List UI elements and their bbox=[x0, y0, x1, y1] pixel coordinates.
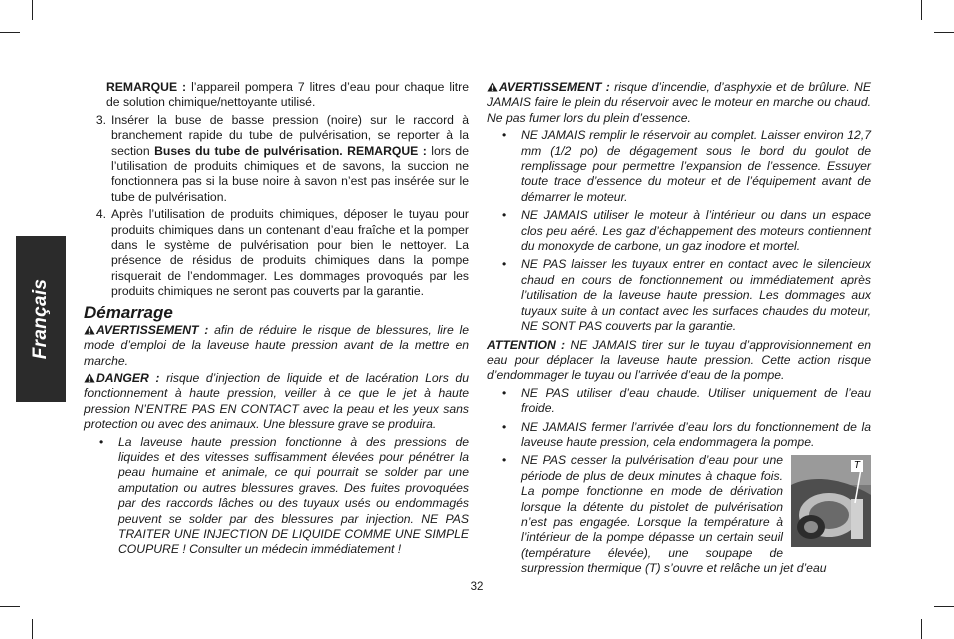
figure-callout-label: T bbox=[851, 460, 863, 472]
warning-triangle-icon bbox=[84, 373, 95, 383]
pump-relief-valve-figure bbox=[791, 455, 871, 547]
language-tab-label: Français bbox=[30, 278, 51, 360]
bullet-item: • NE PAS utiliser d’eau chaude. Utiliser uniquement de l’eau froide. bbox=[501, 385, 871, 416]
bullet-item: • NE JAMAIS fermer l’arrivée d’eau lors du fonctionnement de la laveuse haute pression, cela endommagera la pompe. bbox=[501, 419, 871, 449]
warning-triangle-icon bbox=[487, 82, 498, 92]
crop-mark bbox=[32, 619, 33, 639]
remarque-paragraph: REMARQUE : l’appareil pompera 7 litres d’eau pour chaque litre de solution chimique/nettoyante utilisé. bbox=[106, 80, 469, 110]
bullet-item: • NE JAMAIS utiliser le moteur à l’intérieur ou dans un espace clos peu aéré. Les gaz d’échappement des moteurs contiennent du monoxyde de carbone, un gaz inodore et mortel. bbox=[501, 208, 871, 254]
danger-paragraph: DANGER : risque d’injection de liquide et de lacération Lors du fonctionnement à haute pression, veiller à ce que le jet à haute pression N’ENTRE PAS EN CONTACT avec la peau et les yeux sans protection ou avec des animaux. Une blessure grave se produira. bbox=[84, 370, 469, 432]
crop-mark bbox=[921, 619, 922, 639]
crop-mark bbox=[934, 606, 954, 607]
step-3: 3. Insérer la buse de basse pression (noire) sur le raccord à branchement rapide du tube de pulvérisation, se reporter à la section Buses du tube de pulvérisation. REMARQUE : lors de l’utilisation de produits chimiques et de savons, la succion ne fonctionnera pas si la buse noire à savon n’est pas insérée sur le tube de pulvérisation. bbox=[95, 112, 469, 204]
bullet-item: • La laveuse haute pression fonctionne à des pressions de liquides et des vitesses suffisamment élevées pour pénétrer la peau humaine et animale, ce qui pourrait se solder par une amputation ou autres blessures graves. Des fuites provoquées par des raccords lâches ou des tuyaux usés ou endommagés peuvent se solder par des blessures par injection. NE PAS TRAITER UNE INJECTION DE LIQUIDE COMME UNE SIMPLE COUPURE ! Consulter un médecin immédiatement ! bbox=[98, 434, 469, 557]
attention-paragraph: ATTENTION : NE JAMAIS tirer sur le tuyau d’approvisionnement en eau pour déplacer la laveuse haute pression. Cette action risque d’endommager le tuyau ou l’arrivée d’eau de la pompe. bbox=[487, 337, 872, 383]
warning-paragraph: AVERTISSEMENT : risque d’incendie, d’asphyxie et de brûlure. NE JAMAIS faire le plein du réservoir avec le moteur en marche ou chaud. Ne pas fumer lors du plein d’essence. bbox=[487, 80, 871, 125]
crop-mark bbox=[0, 32, 20, 33]
section-heading: Démarrage bbox=[84, 302, 173, 322]
warning-triangle-icon bbox=[84, 325, 95, 335]
warning-paragraph: AVERTISSEMENT : afin de réduire le risque de blessures, lire le mode d’emploi de la laveuse haute pression avant de la mettre en marche. bbox=[84, 322, 469, 368]
right-column bbox=[487, 80, 871, 580]
left-column bbox=[84, 80, 469, 561]
crop-mark bbox=[934, 32, 954, 33]
bullet-item: • T NE PAS cesser la pulvérisation d’eau pour une période de plus de deux minutes à chaque fois. La pompe fonctionne en mode de dérivation lorsque la détente du pistolet de pulvérisation n’est pas engagée. Lorsque la température à l’intérieur de la pompe dépasse un certain seuil (température élevée), une soupape de surpression thermique (T) s’ouvre et relâche un jet d’eau bbox=[487, 453, 871, 576]
crop-mark bbox=[921, 0, 922, 20]
step-4: 4. Après l’utilisation de produits chimiques, déposer le tuyau pour produits chimiques dans un contenant d’eau fraîche et la pomper dans le système de pulvérisation pour bien le nettoyer. La présence de résidus de produits chimiques dans la pompe risquerait de l’endommager. Les dommages provoqués par les produits chimiques ne seront pas couverts par la garantie. bbox=[95, 207, 469, 299]
bullet-item: • NE JAMAIS remplir le réservoir au complet. Laisser environ 12,7 mm (1/2 po) de dégagement sous le bord du goulot de remplissage pour permettre l’expansion de l’essence. Essuyer toute trace d’essence du moteur et de l’équipement avant de démarrer le moteur. bbox=[501, 128, 871, 204]
crop-mark bbox=[0, 606, 20, 607]
bullet-item: • NE PAS laisser les tuyaux entrer en contact avec le silencieux chaud en cours de fonctionnement ou immédiatement après l’utilisation de la laveuse haute pression. Les dommages aux tuyaux suite à un contact avec les surfaces chaudes du moteur, NE SONT PAS couverts par la garantie. bbox=[501, 257, 871, 334]
page-number: 32 bbox=[470, 581, 484, 593]
crop-mark bbox=[32, 0, 33, 20]
